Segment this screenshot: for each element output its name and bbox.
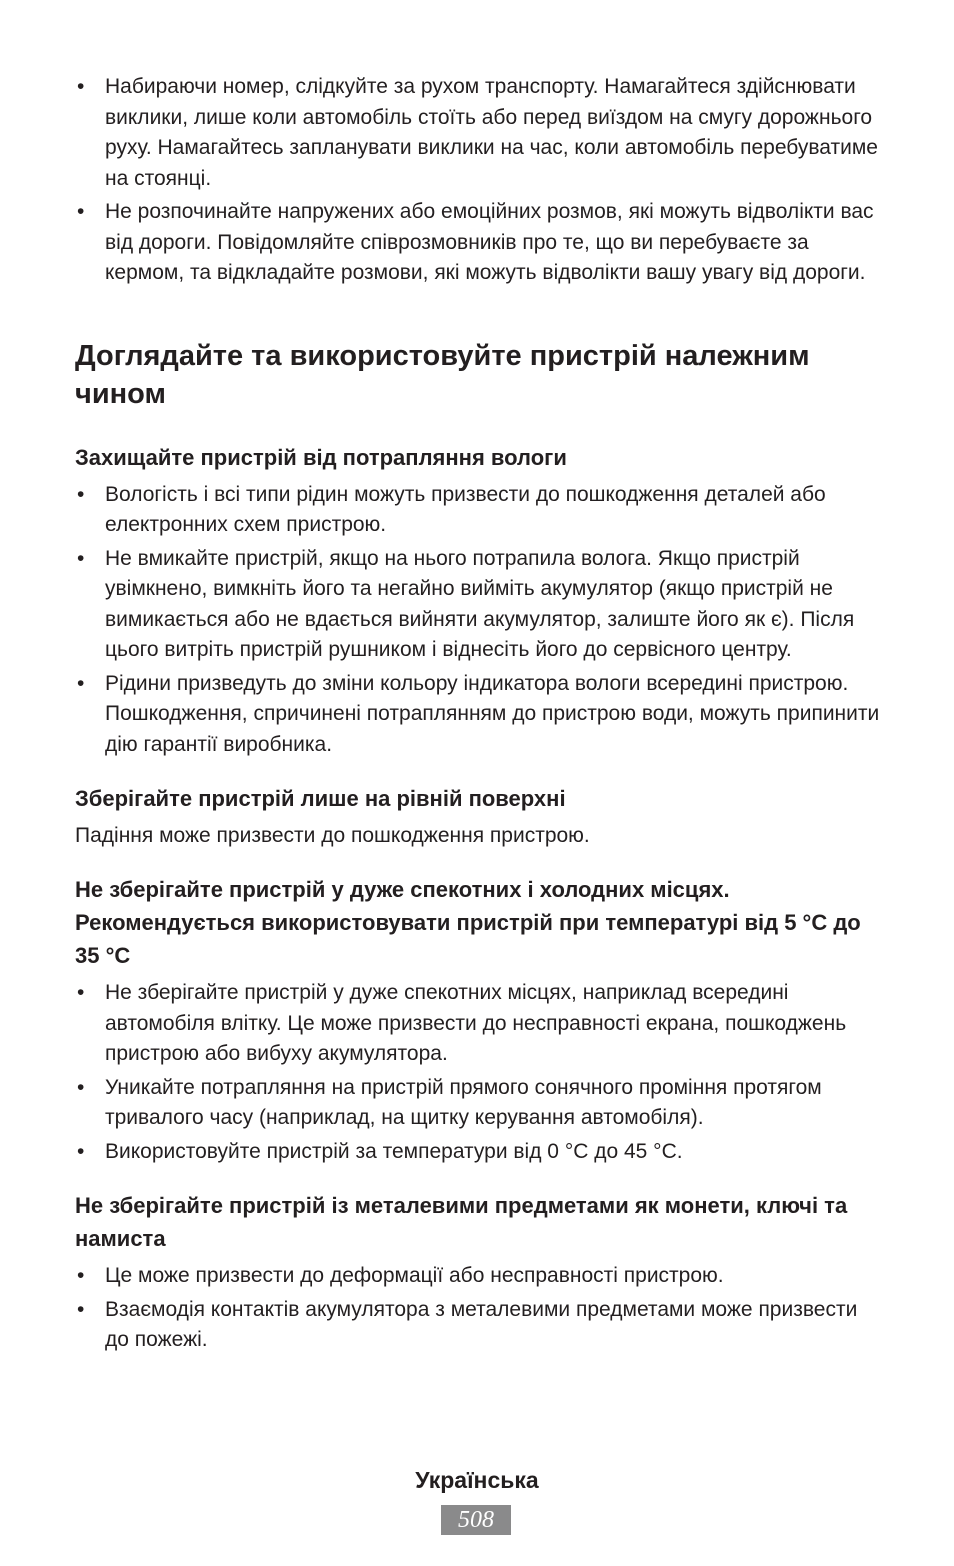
list-item: • Використовуйте пристрій за температури від 0 °C до 45 °C.	[75, 1137, 885, 1168]
metal-heading: Не зберігайте пристрій із металевими предметами як монети, ключі та намиста	[75, 1193, 848, 1251]
list-item: • Рідини призведуть до зміни кольору індикатора вологи всередині пристрою. Пошкодження, спричинені потраплянням до пристрою води, можуть припинити дію гарантії виробника.	[75, 669, 885, 761]
page-content	[75, 72, 885, 1359]
list-item: • Вологість і всі типи рідин можуть призвести до пошкодження деталей або електронних схем пристрою.	[75, 480, 885, 541]
footer-language: Українська	[415, 1467, 539, 1493]
moisture-bullet-list	[75, 480, 885, 761]
section-title: Доглядайте та використовуйте пристрій належним чином	[75, 339, 810, 410]
moisture-heading: Захищайте пристрій від потрапляння вологи	[75, 444, 567, 470]
flat-surface-text: Падіння може призвести до пошкодження пристрою.	[75, 824, 590, 847]
list-item: • Не зберігайте пристрій у дуже спекотних місцях, наприклад всередині автомобіля влітку. Це може призвести до несправності екрана, пошкоджень пристрою або вибуху акумулятора.	[75, 978, 885, 1070]
page-number-badge: 508	[441, 1505, 511, 1535]
list-item: • Не розпочинайте напружених або емоційних розмов, які можуть відволікти вас від дороги. Повідомляйте співрозмовників про те, що ви перебуваєте за кермом, та відкладайте розмови, які можуть відволікти вашу увагу від дороги.	[75, 197, 885, 289]
list-item: • Взаємодія контактів акумулятора з металевими предметами може призвести до пожежі.	[75, 1295, 885, 1356]
metal-bullet-list	[75, 1261, 885, 1356]
list-item: • Уникайте потрапляння на пристрій прямого сонячного проміння протягом тривалого часу (наприклад, на щитку керування автомобіля).	[75, 1073, 885, 1134]
intro-bullet-list	[75, 72, 885, 289]
flat-surface-heading: Зберігайте пристрій лише на рівній поверхні	[75, 786, 566, 811]
list-item: • Набираючи номер, слідкуйте за рухом транспорту. Намагайтеся здійснювати виклики, лише коли автомобіль стоїть або перед виїздом на смугу дорожнього руху. Намагайтесь запланувати виклики на час, коли автомобіль перебуватиме на стоянці.	[75, 72, 885, 194]
list-item: • Це може призвести до деформації або несправності пристрою.	[75, 1261, 885, 1292]
temperature-heading: Не зберігайте пристрій у дуже спекотних і холодних місцях. Рекомендується використовувати пристрій при температурі від 5 °C до 35 °C	[75, 877, 861, 968]
list-item: • Не вмикайте пристрій, якщо на нього потрапила волога. Якщо пристрій увімкнено, вимкніть його та негайно вийміть акумулятор (якщо пристрій не вимикається або не вдається вийняти акумулятор, залиште його як є). Після цього витріть пристрій рушником і віднесіть його до сервісного центру.	[75, 544, 885, 666]
temperature-bullet-list	[75, 978, 885, 1167]
